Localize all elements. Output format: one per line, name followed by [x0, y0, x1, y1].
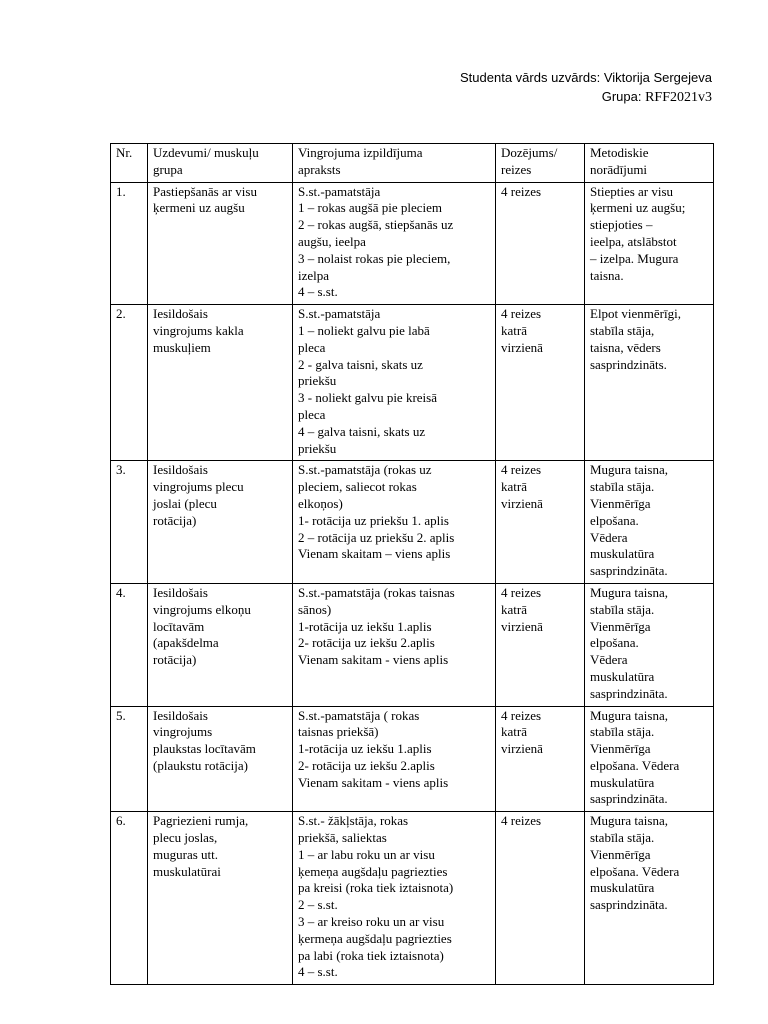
- cell-nr: [111, 812, 148, 985]
- cell-description-line: S.st.-pamatstāja: [298, 183, 381, 199]
- cell-description-line: pleciem, saliecot rokas: [298, 479, 417, 495]
- cell-description-line: izelpa: [298, 267, 330, 283]
- cell-notes-line: sasprindzināts.: [590, 356, 667, 372]
- cell-notes-line: stabīla stāja.: [590, 830, 655, 846]
- cell-notes-line: sasprindzināta.: [590, 685, 668, 701]
- student-label: Studenta vārds uzvārds:: [460, 70, 601, 85]
- cell-nr-text: 3.: [116, 462, 126, 478]
- cell-description-line: priekšu: [298, 373, 337, 389]
- cell-task-line: (plaukstu rotācija): [153, 757, 248, 773]
- cell-description-line: augšu, ieelpa: [298, 233, 366, 249]
- student-line: [460, 68, 712, 87]
- cell-dosage: [496, 305, 585, 461]
- cell-description-line: taisnas priekšā): [298, 724, 379, 740]
- cell-dosage-line: 4 reizes: [501, 306, 542, 322]
- cell-dosage: [496, 583, 585, 706]
- cell-notes: [585, 182, 714, 305]
- cell-dosage: [496, 461, 585, 584]
- cell-description: [293, 305, 496, 461]
- student-name: Viktorija Sergejeva: [603, 70, 712, 85]
- cell-task-line: plecu joslas,: [153, 830, 218, 846]
- cell-task-line: muguras utt.: [153, 846, 218, 862]
- cell-notes-line: ķermeni uz augšu;: [590, 200, 686, 216]
- cell-dosage-line: 4 reizes: [501, 813, 542, 829]
- cell-notes-line: – izelpa. Mugura: [590, 250, 679, 266]
- cell-description-line: S.st.-pamatstāja: [298, 306, 381, 322]
- cell-description-line: 1- rotācija uz priekšu 1. aplis: [298, 512, 449, 528]
- cell-dosage-line: virzienā: [501, 741, 543, 757]
- cell-description-line: 1 – rokas augšā pie pleciem: [298, 200, 443, 216]
- cell-dosage-line: 4 reizes: [501, 462, 542, 478]
- column-header-notes: Metodiskie norādījumi: [585, 144, 714, 183]
- cell-dosage-line: katrā: [501, 322, 527, 338]
- cell-description-line: ķermeņa augšdaļu pagriezties: [298, 930, 452, 946]
- cell-description-line: pa labi (roka tiek iztaisnota): [298, 947, 444, 963]
- cell-description-line: 2 – s.st.: [298, 897, 338, 913]
- cell-notes-line: stabīla stāja.: [590, 724, 655, 740]
- cell-description-line: 1-rotācija uz iekšu 1.aplis: [298, 741, 432, 757]
- cell-task-line: Iesildošais: [153, 707, 208, 723]
- cell-description-line: 3 – ar kreiso roku un ar visu: [298, 914, 445, 930]
- group-line: [460, 87, 712, 107]
- cell-nr: [111, 583, 148, 706]
- cell-description-line: pleca: [298, 406, 326, 422]
- cell-description-line: 1-rotācija uz iekšu 1.aplis: [298, 618, 432, 634]
- cell-task: [148, 583, 293, 706]
- cell-dosage: [496, 706, 585, 812]
- cell-task: [148, 812, 293, 985]
- cell-description-line: priekšu: [298, 440, 337, 456]
- cell-notes-line: stabīla stāja.: [590, 601, 655, 617]
- cell-description: [293, 583, 496, 706]
- table-row: [111, 305, 714, 461]
- cell-notes-line: Mugura taisna,: [590, 584, 668, 600]
- cell-task-line: locītavām: [153, 618, 205, 634]
- cell-description-line: Vienam skaitam – viens aplis: [298, 546, 451, 562]
- cell-task: [148, 461, 293, 584]
- cell-notes-line: muskulatūra: [590, 668, 655, 684]
- cell-task-line: vingrojums elkoņu: [153, 601, 251, 617]
- table-row: [111, 461, 714, 584]
- cell-description-line: 2- rotācija uz iekšu 2.aplis: [298, 635, 435, 651]
- table-body: [111, 182, 714, 985]
- cell-nr: [111, 182, 148, 305]
- column-header-dosage: Dozējums/ reizes: [496, 144, 585, 183]
- cell-task: [148, 305, 293, 461]
- cell-nr: [111, 706, 148, 812]
- cell-notes-line: muskulatūra: [590, 546, 655, 562]
- cell-notes-line: Vienmērīga: [590, 618, 651, 634]
- cell-description-line: 2 – rotācija uz priekšu 2. aplis: [298, 529, 455, 545]
- cell-dosage-line: 4 reizes: [501, 707, 542, 723]
- cell-notes-line: Vienmērīga: [590, 495, 651, 511]
- cell-notes-line: taisna, vēders: [590, 339, 661, 355]
- cell-dosage-line: katrā: [501, 724, 527, 740]
- cell-task-line: Pastiepšanās ar visu: [153, 183, 257, 199]
- cell-notes: [585, 706, 714, 812]
- cell-notes: [585, 812, 714, 985]
- cell-dosage-line: virzienā: [501, 618, 543, 634]
- cell-notes-line: stabīla stāja,: [590, 322, 655, 338]
- cell-notes-line: Mugura taisna,: [590, 813, 668, 829]
- column-header-description: Vingrojuma izpildījuma apraksts: [293, 144, 496, 183]
- cell-task: [148, 706, 293, 812]
- cell-notes-line: sasprindzināta.: [590, 897, 668, 913]
- cell-description-line: 3 - noliekt galvu pie kreisā: [298, 390, 437, 406]
- cell-task-line: joslai (plecu: [153, 495, 217, 511]
- cell-nr-text: 6.: [116, 813, 126, 829]
- cell-notes-line: Elpot vienmērīgi,: [590, 306, 681, 322]
- cell-notes: [585, 305, 714, 461]
- cell-description-line: 1 – ar labu roku un ar visu: [298, 846, 435, 862]
- cell-description: [293, 706, 496, 812]
- column-header-nr: Nr.: [111, 144, 148, 183]
- table-row: [111, 706, 714, 812]
- cell-task-line: Pagriezieni rumja,: [153, 813, 249, 829]
- cell-notes-line: elpošana.: [590, 635, 639, 651]
- group-label: Grupa:: [601, 89, 642, 104]
- cell-description-line: Vienam sakitam - viens aplis: [298, 652, 449, 668]
- table-header-row: [111, 144, 714, 183]
- cell-notes-line: sasprindzināta.: [590, 791, 668, 807]
- cell-task-line: rotācija): [153, 512, 197, 528]
- cell-dosage: [496, 182, 585, 305]
- cell-description-line: S.st.-pamatstāja (rokas uz: [298, 462, 432, 478]
- cell-dosage: [496, 812, 585, 985]
- cell-nr: [111, 461, 148, 584]
- cell-notes-line: ieelpa, atslābstot: [590, 233, 677, 249]
- cell-notes-line: Vēdera: [590, 529, 628, 545]
- cell-description-line: 4 – s.st.: [298, 284, 338, 300]
- cell-task-line: (apakšdelma: [153, 635, 219, 651]
- cell-notes: [585, 583, 714, 706]
- exercise-table: [110, 143, 714, 985]
- cell-task-line: Iesildošais: [153, 306, 208, 322]
- cell-description-line: 2 - galva taisni, skats uz: [298, 356, 423, 372]
- cell-description-line: 3 – nolaist rokas pie pleciem,: [298, 250, 451, 266]
- cell-nr: [111, 305, 148, 461]
- cell-dosage-line: katrā: [501, 601, 527, 617]
- document-header: [460, 68, 712, 107]
- cell-description-line: S.st.-pamatstāja (rokas taisnas: [298, 584, 455, 600]
- cell-description-line: priekšā, saliektas: [298, 830, 387, 846]
- cell-description-line: Vienam sakitam - viens aplis: [298, 774, 449, 790]
- cell-notes-line: Mugura taisna,: [590, 707, 668, 723]
- cell-task-line: rotācija): [153, 652, 197, 668]
- cell-description: [293, 461, 496, 584]
- cell-dosage-line: katrā: [501, 479, 527, 495]
- cell-description: [293, 182, 496, 305]
- cell-dosage-line: virzienā: [501, 495, 543, 511]
- cell-task-line: plaukstas locītavām: [153, 741, 256, 757]
- cell-nr-text: 2.: [116, 306, 126, 322]
- cell-notes-line: elpošana. Vēdera: [590, 757, 680, 773]
- cell-notes-line: taisna.: [590, 267, 624, 283]
- cell-task: [148, 182, 293, 305]
- cell-description-line: S.st.- žākļstāja, rokas: [298, 813, 409, 829]
- cell-nr-text: 1.: [116, 183, 126, 199]
- table-row: [111, 812, 714, 985]
- cell-description-line: ķemeņa augšdaļu pagriezties: [298, 863, 448, 879]
- table-row: [111, 583, 714, 706]
- cell-notes-line: Vēdera: [590, 652, 628, 668]
- cell-dosage-line: 4 reizes: [501, 584, 542, 600]
- cell-dosage-line: virzienā: [501, 339, 543, 355]
- cell-description-line: 4 – galva taisni, skats uz: [298, 423, 426, 439]
- cell-description-line: elkoņos): [298, 495, 343, 511]
- cell-notes: [585, 461, 714, 584]
- cell-notes-line: elpošana.: [590, 512, 639, 528]
- cell-dosage-line: 4 reizes: [501, 183, 542, 199]
- cell-description-line: 1 – noliekt galvu pie labā: [298, 322, 430, 338]
- cell-notes-line: stabīla stāja.: [590, 479, 655, 495]
- table-row: [111, 182, 714, 305]
- cell-notes-line: muskulatūra: [590, 880, 655, 896]
- cell-task-line: vingrojums kakla: [153, 322, 244, 338]
- cell-task-line: vingrojums plecu: [153, 479, 244, 495]
- cell-task-line: ķermeni uz augšu: [153, 200, 245, 216]
- cell-description-line: 2- rotācija uz iekšu 2.aplis: [298, 757, 435, 773]
- cell-notes-line: Mugura taisna,: [590, 462, 668, 478]
- column-header-task: Uzdevumi/ muskuļu grupa: [148, 144, 293, 183]
- cell-nr-text: 5.: [116, 707, 126, 723]
- cell-description-line: pleca: [298, 339, 326, 355]
- cell-notes-line: sasprindzināta.: [590, 563, 668, 579]
- cell-description-line: 2 – rokas augšā, stiepšanās uz: [298, 217, 454, 233]
- cell-description-line: 4 – s.st.: [298, 964, 338, 980]
- cell-notes-line: Stiepties ar visu: [590, 183, 674, 199]
- cell-task-line: vingrojums: [153, 724, 213, 740]
- group-value: RFF2021v3: [645, 90, 712, 105]
- cell-nr-text: 4.: [116, 584, 126, 600]
- cell-task-line: muskulatūrai: [153, 863, 221, 879]
- cell-notes-line: elpošana. Vēdera: [590, 863, 680, 879]
- cell-description: [293, 812, 496, 985]
- cell-description-line: sānos): [298, 601, 332, 617]
- cell-notes-line: Vienmērīga: [590, 741, 651, 757]
- cell-description-line: pa kreisi (roka tiek iztaisnota): [298, 880, 454, 896]
- cell-notes-line: stiepjoties –: [590, 217, 653, 233]
- cell-notes-line: muskulatūra: [590, 774, 655, 790]
- cell-description-line: S.st.-pamatstāja ( rokas: [298, 707, 420, 723]
- cell-task-line: Iesildošais: [153, 584, 208, 600]
- cell-task-line: muskuļiem: [153, 339, 211, 355]
- cell-notes-line: Vienmērīga: [590, 846, 651, 862]
- cell-task-line: Iesildošais: [153, 462, 208, 478]
